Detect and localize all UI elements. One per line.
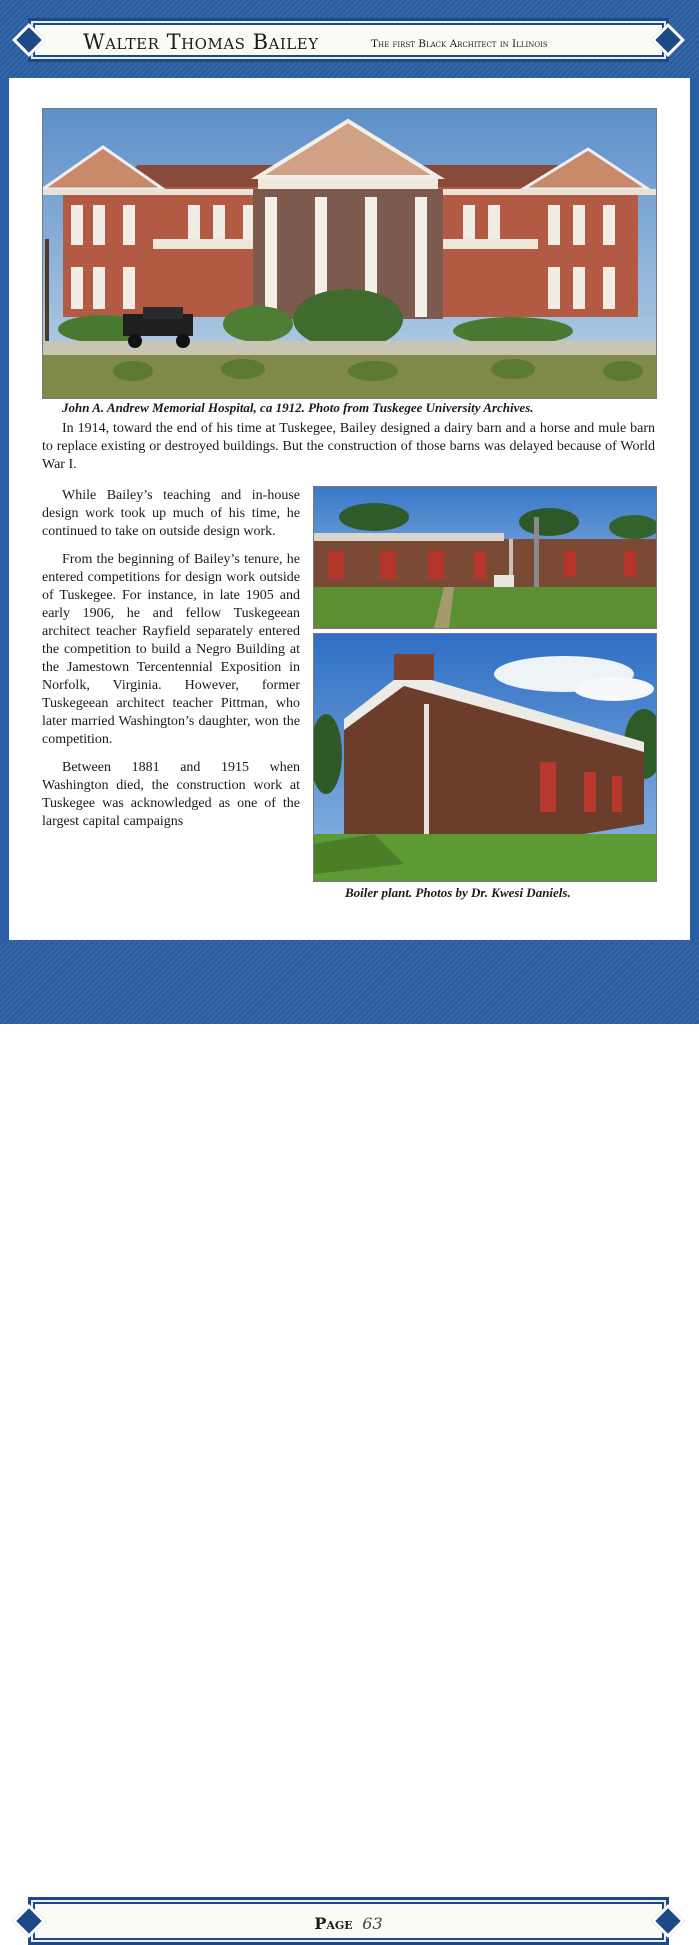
header-band <box>0 0 699 78</box>
page-number <box>31 1914 666 1933</box>
paragraph: While Bailey’s teaching and in-house design work took up much of his time, he continued to take on outside design work. <box>42 488 300 539</box>
boiler-caption: Boiler plant. Photos by Dr. Kwesi Daniels. <box>345 885 571 900</box>
header-banner <box>28 18 669 62</box>
intro-paragraph: In 1914, toward the end of his time at Tuskegee, Bailey designed a dairy barn and a horse and mule barn to replace existing or destroyed buildings. But the construction of those barns was delayed because of World War I. <box>42 421 655 472</box>
paragraph: From the beginning of Bailey’s tenure, he entered competitions for design work outside of Tuskegee. For instance, in late 1905 and early 1906, he and fellow Tuskegeean architect teacher Rayfield separately entered the competition to build a Negro Building at the Jamestown Tercentennial Exposition in Norfolk, Virginia. However, former Tuskegeean architect teacher Pittman, who later married Washington’s daughter, won the competition. <box>42 552 300 747</box>
text-column <box>42 487 300 841</box>
header-title: Walter Thomas Bailey <box>83 30 319 54</box>
boiler-plant-photo-1 <box>313 486 657 629</box>
page-number-value: 63 <box>362 1914 383 1933</box>
hospital-photo <box>42 108 657 399</box>
footer-banner <box>28 1897 669 1945</box>
boiler-plant-photo-2 <box>313 633 657 882</box>
header-subtitle: The first Black Architect in Illinois <box>371 38 548 50</box>
paragraph: Between 1881 and 1915 when Washington died, the construction work at Tuskegee was acknowledged as one of the largest capital campaigns <box>42 760 300 829</box>
footer-band <box>0 940 699 1933</box>
page-label: Page <box>314 1914 353 1933</box>
hospital-caption: John A. Andrew Memorial Hospital, ca 1912. Photo from Tuskegee University Archives. <box>62 400 534 415</box>
